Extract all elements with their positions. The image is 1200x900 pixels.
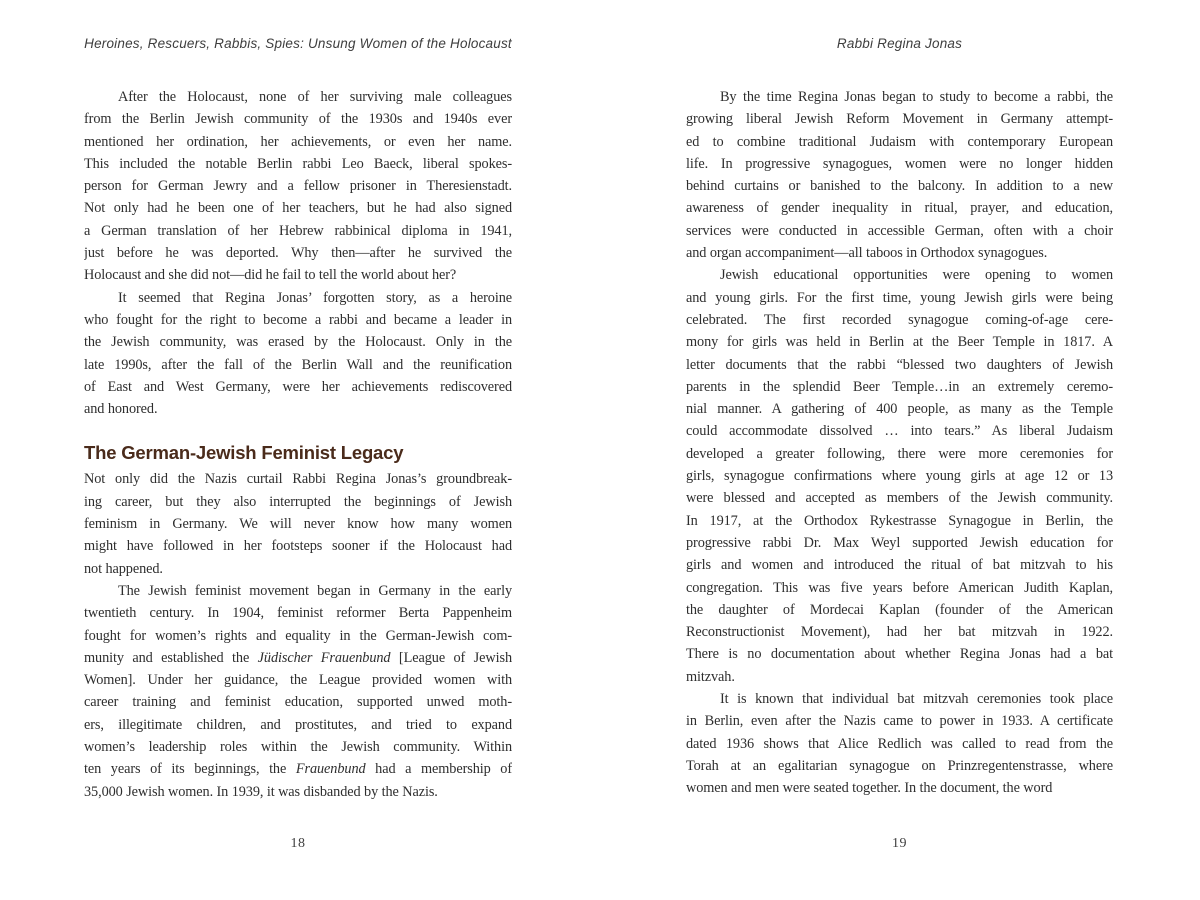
left-page-body: [84, 86, 512, 803]
page-number-right: 19: [892, 836, 907, 851]
body-paragraph: [84, 287, 512, 421]
body-paragraph: [686, 688, 1113, 799]
text-line: growing liberal Jewish Reform Movement in Germany attempt-: [686, 111, 1113, 128]
text-line: just before he was deported. Why then—after he survived the: [84, 245, 512, 262]
text-line: behind curtains or banished to the balcony. In addition to a new: [686, 178, 1113, 195]
text-line: who fought for the right to become a rabbi and became a leader in: [84, 311, 512, 328]
text-line: By the time Regina Jonas began to study to become a rabbi, the: [720, 89, 1113, 105]
text-line: of East and West Germany, were her achievements rediscovered: [84, 378, 512, 395]
page-number-left: 18: [290, 836, 306, 851]
text-line: not happened.: [84, 560, 163, 577]
running-head-left: Heroines, Rescuers, Rabbis, Spies: Unsung Women of the Holocaust: [84, 36, 512, 51]
text-line: mitzvah.: [686, 668, 735, 685]
body-paragraph: [686, 264, 1113, 688]
text-line: [84, 758, 512, 780]
italic-text: Jüdischer Frauenbund: [257, 649, 391, 666]
text-line: parents in the splendid Beer Temple…in an extremely ceremo-: [686, 378, 1113, 395]
text-line: life. In progressive synagogues, women were no longer hidden: [686, 155, 1113, 172]
text-line: the Jewish community, was erased by the Holocaust. Only in the: [84, 334, 512, 351]
text-line: a German translation of her Hebrew rabbinical diploma in 1941,: [84, 222, 512, 239]
text-line: Not only had he been one of her teachers, but he had also signed: [84, 200, 512, 217]
text-line: twentieth century. In 1904, feminist reformer Berta Pappenheim: [84, 605, 512, 622]
text-line: Not only did the Nazis curtail Rabbi Regina Jonas’s groundbreak-: [84, 471, 512, 488]
text-line: awareness of gender inequality in ritual, prayer, and education,: [686, 200, 1113, 217]
text-line: 35,000 Jewish women. In 1939, it was disbanded by the Nazis.: [84, 783, 438, 800]
text-line: and young girls. For the first time, young Jewish girls were being: [686, 289, 1113, 306]
text-line: could accommodate dissolved … into tears.” As liberal Judaism: [686, 423, 1113, 440]
text-line: Torah at an egalitarian synagogue on Prinzregentenstrasse, where: [686, 757, 1113, 774]
text-line: This included the notable Berlin rabbi Leo Baeck, liberal spokes-: [84, 155, 512, 172]
text-line: Holocaust and she did not—did he fail to tell the world about her?: [84, 267, 457, 284]
text-segment: [League of Jewish: [390, 649, 512, 666]
text-line: ed to combine traditional Judaism with contemporary European: [686, 133, 1113, 150]
text-line: [84, 647, 512, 669]
body-paragraph: [686, 86, 1113, 264]
text-segment: munity and established the: [84, 649, 258, 666]
italic-text: Frauenbund: [295, 761, 366, 778]
right-page-body: [686, 86, 1113, 800]
text-line: and organ accompaniment—all taboos in Orthodox synagogues.: [686, 245, 1048, 262]
text-line: might have followed in her footsteps sooner if the Holocaust had: [84, 538, 512, 555]
text-line: celebrated. The first recorded synagogue coming-of-age cere-: [686, 311, 1113, 328]
text-segment: had a membership of: [365, 761, 512, 778]
left-page: [84, 0, 512, 900]
text-line: progressive rabbi Dr. Max Weyl supported Jewish education for: [686, 534, 1113, 551]
text-line: services were conducted in accessible German, often with a choir: [686, 222, 1113, 239]
text-line: girls, synagogue confirmations where young girls at age 12 or 13: [686, 468, 1113, 485]
text-line: ing career, but they also interrupted the beginnings of Jewish: [84, 493, 512, 510]
text-line: letter documents that the rabbi “blessed two daughters of Jewish: [686, 356, 1113, 373]
text-line: feminism in Germany. We will never know how many women: [84, 516, 512, 533]
text-line: Jewish educational opportunities were opening to women: [720, 267, 1113, 284]
text-line: After the Holocaust, none of her surviving male colleagues: [118, 89, 512, 105]
text-line: fought for women’s rights and equality in the German-Jewish com-: [84, 627, 512, 644]
text-line: the daughter of Mordecai Kaplan (founder of the American: [686, 601, 1113, 618]
text-line: It is known that individual bat mitzvah ceremonies took place: [720, 691, 1113, 708]
text-segment: ten years of its beginnings, the: [84, 761, 296, 778]
text-line: person for German Jewry and a fellow prisoner in Theresienstadt.: [84, 178, 512, 195]
text-line: nial manner. A gathering of 400 people, as many as the Temple: [686, 401, 1113, 418]
text-line: women and men were seated together. In the document, the word: [686, 780, 1053, 797]
text-line: mony for girls was held in Berlin at the Beer Temple in 1817. A: [686, 334, 1113, 351]
text-line: The Jewish feminist movement began in Germany in the early: [118, 582, 512, 599]
text-line: from the Berlin Jewish community of the 1930s and 1940s ever: [84, 111, 512, 128]
text-line: career training and feminist education, supported unwed moth-: [84, 694, 512, 711]
body-paragraph: [84, 86, 512, 287]
text-line: in Berlin, even after the Nazis came to power in 1933. A certificate: [686, 713, 1113, 730]
text-line: girls and women and introduced the ritual of bat mitzvah to his: [686, 557, 1113, 574]
text-line: women’s leadership roles within the Jewish community. Within: [84, 739, 512, 756]
running-head-right: Rabbi Regina Jonas: [836, 36, 963, 51]
text-line: It seemed that Regina Jonas’ forgotten story, as a heroine: [118, 289, 512, 306]
text-line: developed a greater following, there were more ceremonies for: [686, 445, 1113, 462]
section-heading: The German-Jewish Feminist Legacy: [84, 442, 404, 464]
text-line: congregation. This was five years before American Judith Kaplan,: [686, 579, 1113, 596]
text-line: ers, illegitimate children, and prostitutes, and tried to expand: [84, 716, 512, 733]
text-line: dated 1936 shows that Alice Redlich was called to read from the: [686, 735, 1113, 752]
text-line: and honored.: [84, 401, 158, 418]
text-line: There is no documentation about whether Regina Jonas had a bat: [686, 646, 1113, 663]
body-paragraph: [84, 580, 512, 803]
text-line: Women]. Under her guidance, the League provided women with: [84, 672, 512, 689]
body-paragraph: [84, 468, 512, 579]
text-line: late 1990s, after the fall of the Berlin Wall and the reunification: [84, 356, 512, 373]
right-page: [686, 0, 1113, 900]
text-line: mentioned her ordination, her achievements, or even her name.: [84, 133, 512, 150]
text-line: Reconstructionist Movement), had her bat mitzvah in 1922.: [686, 624, 1113, 641]
text-line: In 1917, at the Orthodox Rykestrasse Synagogue in Berlin, the: [686, 512, 1113, 529]
text-line: were blessed and accepted as members of the Jewish community.: [686, 490, 1113, 507]
